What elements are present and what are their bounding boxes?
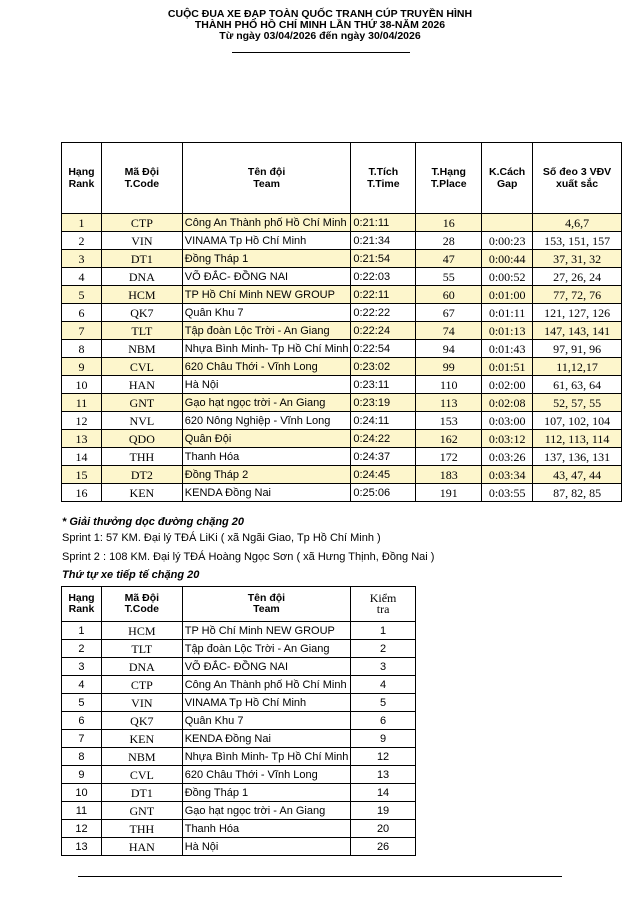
rank-cell: 13	[62, 430, 102, 448]
place-cell: 74	[416, 322, 482, 340]
support-order-table	[61, 586, 416, 856]
rank-cell: 1	[62, 214, 102, 232]
support-check-cell: 5	[351, 694, 416, 712]
result-row	[62, 448, 622, 466]
total-time-cell: 0:23:02	[351, 358, 416, 376]
results-header-row	[62, 143, 622, 214]
support-code-cell: KEN	[101, 730, 182, 748]
rank-cell: 4	[62, 268, 102, 286]
support-code-cell: DT1	[101, 784, 182, 802]
col-rank-header: Hạng Rank	[62, 143, 102, 214]
team-name-cell: Hà Nội	[182, 376, 351, 394]
support-row	[62, 622, 416, 640]
total-time-cell: 0:25:06	[351, 484, 416, 502]
total-time-cell: 0:23:11	[351, 376, 416, 394]
team-code-cell: CVL	[101, 358, 182, 376]
team-code-cell: QK7	[101, 304, 182, 322]
col-place-header: T.Hạng T.Place	[416, 143, 482, 214]
team-name-cell: Quân Đội	[182, 430, 351, 448]
total-time-cell: 0:22:54	[351, 340, 416, 358]
rank-cell: 10	[62, 376, 102, 394]
team-name-cell: VINAMA Tp Hồ Chí Minh	[182, 232, 351, 250]
place-cell: 47	[416, 250, 482, 268]
col-code-header: Mã Đội T.Code	[101, 143, 182, 214]
riders-cell: 87, 82, 85	[533, 484, 622, 502]
support-rank-cell: 10	[62, 784, 102, 802]
support-check-cell: 2	[351, 640, 416, 658]
support-row	[62, 784, 416, 802]
support-team-cell: 620 Châu Thới - Vĩnh Long	[182, 766, 350, 784]
support-team-cell: Tập đoàn Lộc Trời - An Giang	[182, 640, 350, 658]
support-row	[62, 766, 416, 784]
gap-cell: 0:02:08	[482, 394, 533, 412]
support-rank-cell: 9	[62, 766, 102, 784]
support-team-cell: TP Hồ Chí Minh NEW GROUP	[182, 622, 350, 640]
riders-cell: 147, 143, 141	[533, 322, 622, 340]
support-team-cell: Đồng Tháp 1	[182, 784, 350, 802]
team-code-cell: GNT	[101, 394, 182, 412]
riders-cell: 37, 31, 32	[533, 250, 622, 268]
result-row	[62, 358, 622, 376]
result-row	[62, 376, 622, 394]
team-name-cell: 620 Nông Nghiệp - Vĩnh Long	[182, 412, 351, 430]
place-cell: 67	[416, 304, 482, 322]
rank-cell: 16	[62, 484, 102, 502]
support-team-cell: Gạo hạt ngọc trời - An Giang	[182, 802, 350, 820]
support-code-header: Mã Đội T.Code	[101, 587, 182, 622]
result-row	[62, 484, 622, 502]
support-team-cell: Hà Nội	[182, 838, 350, 856]
gap-cell: 0:00:52	[482, 268, 533, 286]
team-code-cell: THH	[101, 448, 182, 466]
total-time-cell: 0:22:22	[351, 304, 416, 322]
gap-cell: 0:01:51	[482, 358, 533, 376]
result-row	[62, 304, 622, 322]
doc-date-range: Từ ngày 03/04/2026 đến ngày 30/04/2026	[219, 30, 421, 42]
support-team-cell: Quân Khu 7	[182, 712, 350, 730]
support-row	[62, 730, 416, 748]
riders-cell: 43, 47, 44	[533, 466, 622, 484]
place-cell: 191	[416, 484, 482, 502]
place-cell: 60	[416, 286, 482, 304]
support-code-cell: DNA	[101, 658, 182, 676]
rank-cell: 11	[62, 394, 102, 412]
riders-cell: 52, 57, 55	[533, 394, 622, 412]
rank-cell: 15	[62, 466, 102, 484]
riders-cell: 4,6,7	[533, 214, 622, 232]
total-time-cell: 0:21:34	[351, 232, 416, 250]
gap-cell: 0:03:55	[482, 484, 533, 502]
support-check-cell: 20	[351, 820, 416, 838]
team-name-cell: 620 Châu Thới - Vĩnh Long	[182, 358, 351, 376]
footer-divider	[78, 876, 562, 877]
gap-cell: 0:01:13	[482, 322, 533, 340]
result-row	[62, 214, 622, 232]
rank-cell: 5	[62, 286, 102, 304]
support-code-cell: CTP	[101, 676, 182, 694]
riders-cell: 77, 72, 76	[533, 286, 622, 304]
team-code-cell: NVL	[101, 412, 182, 430]
result-row	[62, 394, 622, 412]
support-rank-cell: 5	[62, 694, 102, 712]
rank-cell: 2	[62, 232, 102, 250]
rank-cell: 12	[62, 412, 102, 430]
place-cell: 183	[416, 466, 482, 484]
riders-cell: 27, 26, 24	[533, 268, 622, 286]
support-code-cell: VIN	[101, 694, 182, 712]
stage-results-table	[61, 142, 622, 502]
support-code-cell: THH	[101, 820, 182, 838]
place-cell: 110	[416, 376, 482, 394]
team-code-cell: HCM	[101, 286, 182, 304]
gap-cell: 0:00:44	[482, 250, 533, 268]
support-check-cell: 9	[351, 730, 416, 748]
support-rank-cell: 1	[62, 622, 102, 640]
support-row	[62, 802, 416, 820]
support-check-cell: 1	[351, 622, 416, 640]
support-rank-header: Hạng Rank	[62, 587, 102, 622]
gap-cell: 0:01:00	[482, 286, 533, 304]
team-code-cell: CTP	[101, 214, 182, 232]
support-code-cell: QK7	[101, 712, 182, 730]
support-row	[62, 658, 416, 676]
team-name-cell: Nhựa Bình Minh- Tp Hồ Chí Minh	[182, 340, 351, 358]
rank-cell: 14	[62, 448, 102, 466]
rank-cell: 9	[62, 358, 102, 376]
support-team-cell: KENDA Đồng Nai	[182, 730, 350, 748]
team-code-cell: TLT	[101, 322, 182, 340]
support-row	[62, 838, 416, 856]
place-cell: 16	[416, 214, 482, 232]
support-row	[62, 640, 416, 658]
header-divider	[232, 52, 410, 53]
total-time-cell: 0:24:45	[351, 466, 416, 484]
support-team-cell: VINAMA Tp Hồ Chí Minh	[182, 694, 350, 712]
support-check-cell: 6	[351, 712, 416, 730]
col-riders-header: Số đeo 3 VĐV xuất sắc	[533, 143, 622, 214]
support-team-cell: Công An Thành phố Hồ Chí Minh	[182, 676, 350, 694]
support-rank-cell: 3	[62, 658, 102, 676]
place-cell: 99	[416, 358, 482, 376]
riders-cell: 11,12,17	[533, 358, 622, 376]
gap-cell: 0:01:11	[482, 304, 533, 322]
support-code-cell: GNT	[101, 802, 182, 820]
support-row	[62, 694, 416, 712]
result-row	[62, 268, 622, 286]
support-order-title: Thứ tự xe tiếp tế chặng 20	[62, 569, 200, 581]
team-code-cell: VIN	[101, 232, 182, 250]
team-code-cell: KEN	[101, 484, 182, 502]
riders-cell: 153, 151, 157	[533, 232, 622, 250]
support-check-cell: 3	[351, 658, 416, 676]
place-cell: 153	[416, 412, 482, 430]
total-time-cell: 0:24:11	[351, 412, 416, 430]
place-cell: 113	[416, 394, 482, 412]
result-row	[62, 322, 622, 340]
gap-cell: 0:03:34	[482, 466, 533, 484]
result-row	[62, 250, 622, 268]
support-rank-cell: 2	[62, 640, 102, 658]
place-cell: 172	[416, 448, 482, 466]
support-row	[62, 820, 416, 838]
support-code-cell: HCM	[101, 622, 182, 640]
team-code-cell: DNA	[101, 268, 182, 286]
rank-cell: 7	[62, 322, 102, 340]
total-time-cell: 0:21:54	[351, 250, 416, 268]
team-code-cell: NBM	[101, 340, 182, 358]
team-code-cell: DT1	[101, 250, 182, 268]
team-name-cell: Tập đoàn Lộc Trời - An Giang	[182, 322, 351, 340]
support-rank-cell: 11	[62, 802, 102, 820]
result-row	[62, 412, 622, 430]
support-team-cell: VÕ ĐẮC- ĐỒNG NAI	[182, 658, 350, 676]
support-rank-cell: 7	[62, 730, 102, 748]
result-row	[62, 232, 622, 250]
support-check-header: Kiểm tra	[351, 587, 416, 622]
sprint-1: Sprint 1: 57 KM. Đại lý TĐÁ LiKi ( xã Ngãi Giao, Tp Hồ Chí Minh )	[62, 532, 381, 544]
result-row	[62, 340, 622, 358]
gap-cell: 0:00:23	[482, 232, 533, 250]
gap-cell	[482, 214, 533, 232]
support-team-cell: Thanh Hóa	[182, 820, 350, 838]
doc-title-line1: CUỘC ĐUA XE ĐẠP TOÀN QUỐC TRANH CÚP TRUYỀN HÌNH	[167, 8, 473, 20]
team-name-cell: Gạo hạt ngọc trời - An Giang	[182, 394, 351, 412]
support-rank-cell: 6	[62, 712, 102, 730]
rank-cell: 8	[62, 340, 102, 358]
place-cell: 162	[416, 430, 482, 448]
team-code-cell: DT2	[101, 466, 182, 484]
total-time-cell: 0:23:19	[351, 394, 416, 412]
team-code-cell: HAN	[101, 376, 182, 394]
riders-cell: 121, 127, 126	[533, 304, 622, 322]
support-rank-cell: 4	[62, 676, 102, 694]
sprint-2: Sprint 2 : 108 KM. Đại lý TĐÁ Hoàng Ngọc Sơn ( xã Hưng Thịnh, Đồng Nai )	[62, 551, 435, 563]
gap-cell: 0:01:43	[482, 340, 533, 358]
support-header-row	[62, 587, 416, 622]
support-row	[62, 748, 416, 766]
col-team-header: Tên đội Team	[182, 143, 351, 214]
total-time-cell: 0:22:03	[351, 268, 416, 286]
total-time-cell: 0:22:24	[351, 322, 416, 340]
support-check-cell: 13	[351, 766, 416, 784]
place-cell: 94	[416, 340, 482, 358]
support-rank-cell: 12	[62, 820, 102, 838]
support-row	[62, 712, 416, 730]
support-check-cell: 19	[351, 802, 416, 820]
support-check-cell: 4	[351, 676, 416, 694]
riders-cell: 107, 102, 104	[533, 412, 622, 430]
result-row	[62, 430, 622, 448]
support-row	[62, 676, 416, 694]
team-name-cell: Đồng Tháp 2	[182, 466, 351, 484]
support-team-cell: Nhựa Bình Minh- Tp Hồ Chí Minh	[182, 748, 350, 766]
gap-cell: 0:03:26	[482, 448, 533, 466]
team-name-cell: Đồng Tháp 1	[182, 250, 351, 268]
rank-cell: 3	[62, 250, 102, 268]
support-check-cell: 26	[351, 838, 416, 856]
support-code-cell: TLT	[101, 640, 182, 658]
support-rank-cell: 8	[62, 748, 102, 766]
riders-cell: 97, 91, 96	[533, 340, 622, 358]
support-team-header: Tên đội Team	[182, 587, 350, 622]
support-code-cell: HAN	[101, 838, 182, 856]
support-check-cell: 12	[351, 748, 416, 766]
result-row	[62, 466, 622, 484]
prize-title: * Giải thưởng dọc đường chặng 20	[62, 516, 245, 528]
support-rank-cell: 13	[62, 838, 102, 856]
total-time-cell: 0:24:37	[351, 448, 416, 466]
gap-cell: 0:03:00	[482, 412, 533, 430]
doc-title-line2: THÀNH PHỐ HỒ CHÍ MINH LẦN THỨ 38-NĂM 2026	[194, 19, 446, 31]
gap-cell: 0:02:00	[482, 376, 533, 394]
support-check-cell: 14	[351, 784, 416, 802]
riders-cell: 137, 136, 131	[533, 448, 622, 466]
total-time-cell: 0:24:22	[351, 430, 416, 448]
gap-cell: 0:03:12	[482, 430, 533, 448]
result-row	[62, 286, 622, 304]
total-time-cell: 0:21:11	[351, 214, 416, 232]
col-time-header: T.Tích T.Time	[351, 143, 416, 214]
riders-cell: 112, 113, 114	[533, 430, 622, 448]
team-name-cell: TP Hồ Chí Minh NEW GROUP	[182, 286, 351, 304]
team-name-cell: Công An Thành phố Hồ Chí Minh	[182, 214, 351, 232]
rank-cell: 6	[62, 304, 102, 322]
team-name-cell: KENDA Đồng Nai	[182, 484, 351, 502]
place-cell: 55	[416, 268, 482, 286]
team-name-cell: Thanh Hóa	[182, 448, 351, 466]
col-gap-header: K.Cách Gap	[482, 143, 533, 214]
support-code-cell: CVL	[101, 766, 182, 784]
team-name-cell: VÕ ĐẮC- ĐỒNG NAI	[182, 268, 351, 286]
riders-cell: 61, 63, 64	[533, 376, 622, 394]
team-name-cell: Quân Khu 7	[182, 304, 351, 322]
total-time-cell: 0:22:11	[351, 286, 416, 304]
team-code-cell: QDO	[101, 430, 182, 448]
place-cell: 28	[416, 232, 482, 250]
support-code-cell: NBM	[101, 748, 182, 766]
